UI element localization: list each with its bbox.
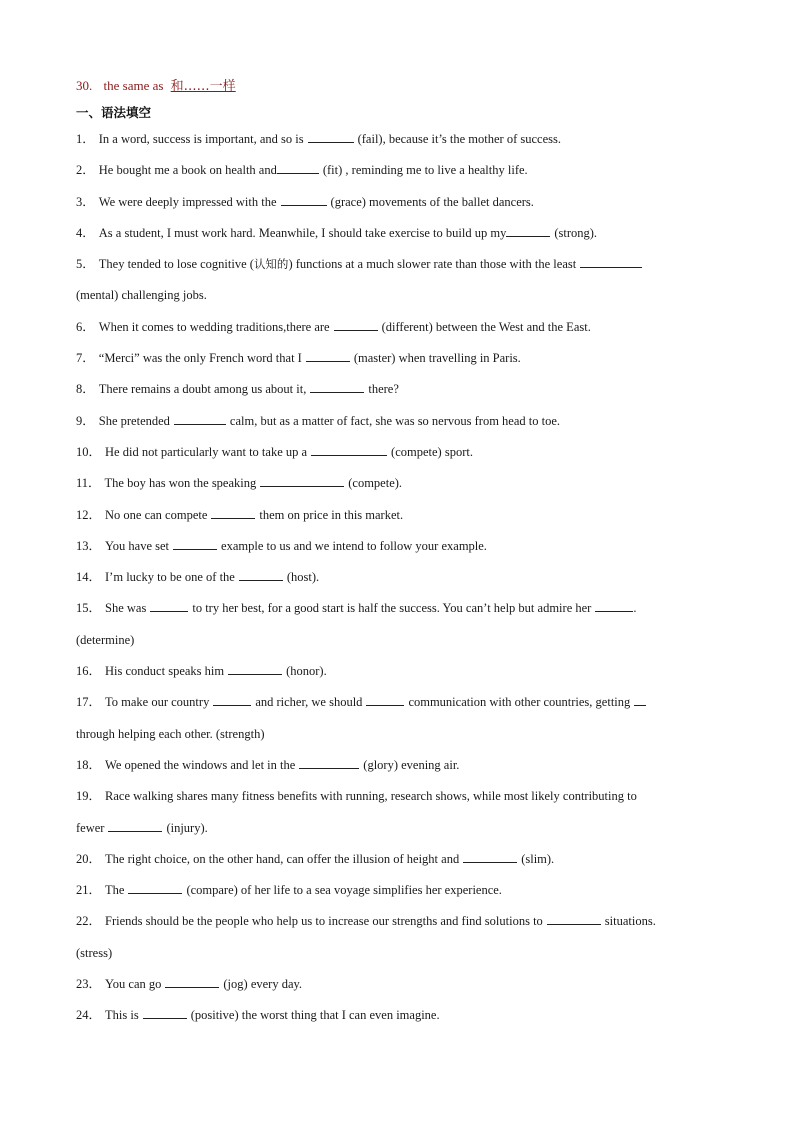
- question-22: 22． Friends should be the people who help us to increase our strengths and find solutions to situations.: [76, 914, 656, 929]
- question-12: 12． No one can compete them on price in this market.: [76, 507, 404, 522]
- question-13: 13． You have set example to us and we intend to follow your example.: [76, 538, 487, 553]
- phrase-text: the same as: [103, 78, 164, 93]
- worksheet-page: [76, 76, 726, 1032]
- question-24: 24． This is (positive) the worst thing that I can even imagine.: [76, 1008, 440, 1023]
- question-19-continued: fewer (injury).: [76, 820, 208, 835]
- answer-blank[interactable]: [463, 850, 517, 863]
- answer-blank[interactable]: [228, 662, 282, 675]
- question-2: 2． He bought me a book on health and (fit) , reminding me to live a healthy life.: [76, 163, 528, 178]
- question-8: 8． There remains a doubt among us about it, there?: [76, 382, 399, 397]
- answer-blank[interactable]: [310, 380, 364, 393]
- question-20: 20． The right choice, on the other hand, can offer the illusion of height and (slim).: [76, 851, 555, 866]
- question-18: 18． We opened the windows and let in the (glory) evening air.: [76, 757, 460, 772]
- question-6: 6． When it comes to wedding traditions,there are (different) between the West and the East.: [76, 319, 591, 334]
- question-14: 14． I’m lucky to be one of the (host).: [76, 570, 320, 585]
- answer-blank[interactable]: [311, 443, 387, 456]
- answer-blank[interactable]: [108, 819, 162, 832]
- answer-blank[interactable]: [281, 193, 327, 206]
- question-17: 17． To make our country and richer, we should communication with other countries, getting: [76, 687, 726, 718]
- answer-blank[interactable]: [634, 693, 646, 706]
- answer-blank[interactable]: [334, 318, 378, 331]
- question-9: 9． She pretended calm, but as a matter of fact, she was so nervous from head to toe.: [76, 413, 561, 428]
- question-3: 3． We were deeply impressed with the (grace) movements of the ballet dancers.: [76, 194, 534, 209]
- answer-blank[interactable]: [173, 537, 217, 550]
- question-19: 19． Race walking shares many fitness benefits with running, research shows, while most likely contributing to: [76, 789, 637, 804]
- question-17-continued: through helping each other. (strength): [76, 726, 265, 741]
- answer-blank[interactable]: [143, 1006, 187, 1019]
- question-1: 1． In a word, success is important, and so is (fail), because it’s the mother of success.: [76, 132, 561, 146]
- answer-blank[interactable]: [165, 975, 219, 988]
- answer-blank[interactable]: [239, 568, 283, 581]
- answer-blank[interactable]: [299, 756, 359, 769]
- answer-blank[interactable]: [366, 693, 404, 706]
- answer-blank[interactable]: [595, 599, 633, 612]
- question-11: 11． The boy has won the speaking (compete).: [76, 476, 403, 491]
- question-15-continued: (determine): [76, 632, 135, 647]
- phrase-number: 30.: [76, 78, 93, 93]
- phrase-heading: [76, 76, 726, 96]
- answer-blank[interactable]: [260, 474, 344, 487]
- answer-blank[interactable]: [506, 224, 550, 237]
- answer-blank[interactable]: [174, 412, 226, 425]
- question-22-continued: (stress): [76, 945, 113, 960]
- answer-blank[interactable]: [277, 161, 319, 174]
- answer-blank[interactable]: [211, 506, 255, 519]
- question-4: 4． As a student, I must work hard. Meanwhile, I should take exercise to build up my (strong).: [76, 225, 598, 240]
- question-10: 10． He did not particularly want to take up a (compete) sport.: [76, 444, 473, 459]
- answer-blank[interactable]: [150, 599, 188, 612]
- answer-blank[interactable]: [306, 349, 350, 362]
- answer-blank[interactable]: [308, 130, 354, 143]
- question-16: 16． His conduct speaks him (honor).: [76, 664, 327, 679]
- section-title: 一、语法填空: [76, 105, 152, 120]
- answer-blank[interactable]: [580, 255, 642, 268]
- question-21: 21． The (compare) of her life to a sea voyage simplifies her experience.: [76, 883, 502, 898]
- phrase-meaning: 和……一样: [170, 79, 236, 94]
- answer-blank[interactable]: [128, 881, 182, 894]
- answer-blank[interactable]: [213, 693, 251, 706]
- question-23: 23． You can go (jog) every day.: [76, 977, 303, 992]
- answer-blank[interactable]: [547, 912, 601, 925]
- question-5: 5． They tended to lose cognitive (认知的) functions at a much slower rate than those with the least: [76, 249, 726, 280]
- question-15: 15． She was to try her best, for a good start is half the success. You can’t help but admire her .: [76, 601, 637, 616]
- question-7: 7． “Merci” was the only French word that I (master) when travelling in Paris.: [76, 351, 521, 366]
- question-5-continued: (mental) challenging jobs.: [76, 288, 207, 303]
